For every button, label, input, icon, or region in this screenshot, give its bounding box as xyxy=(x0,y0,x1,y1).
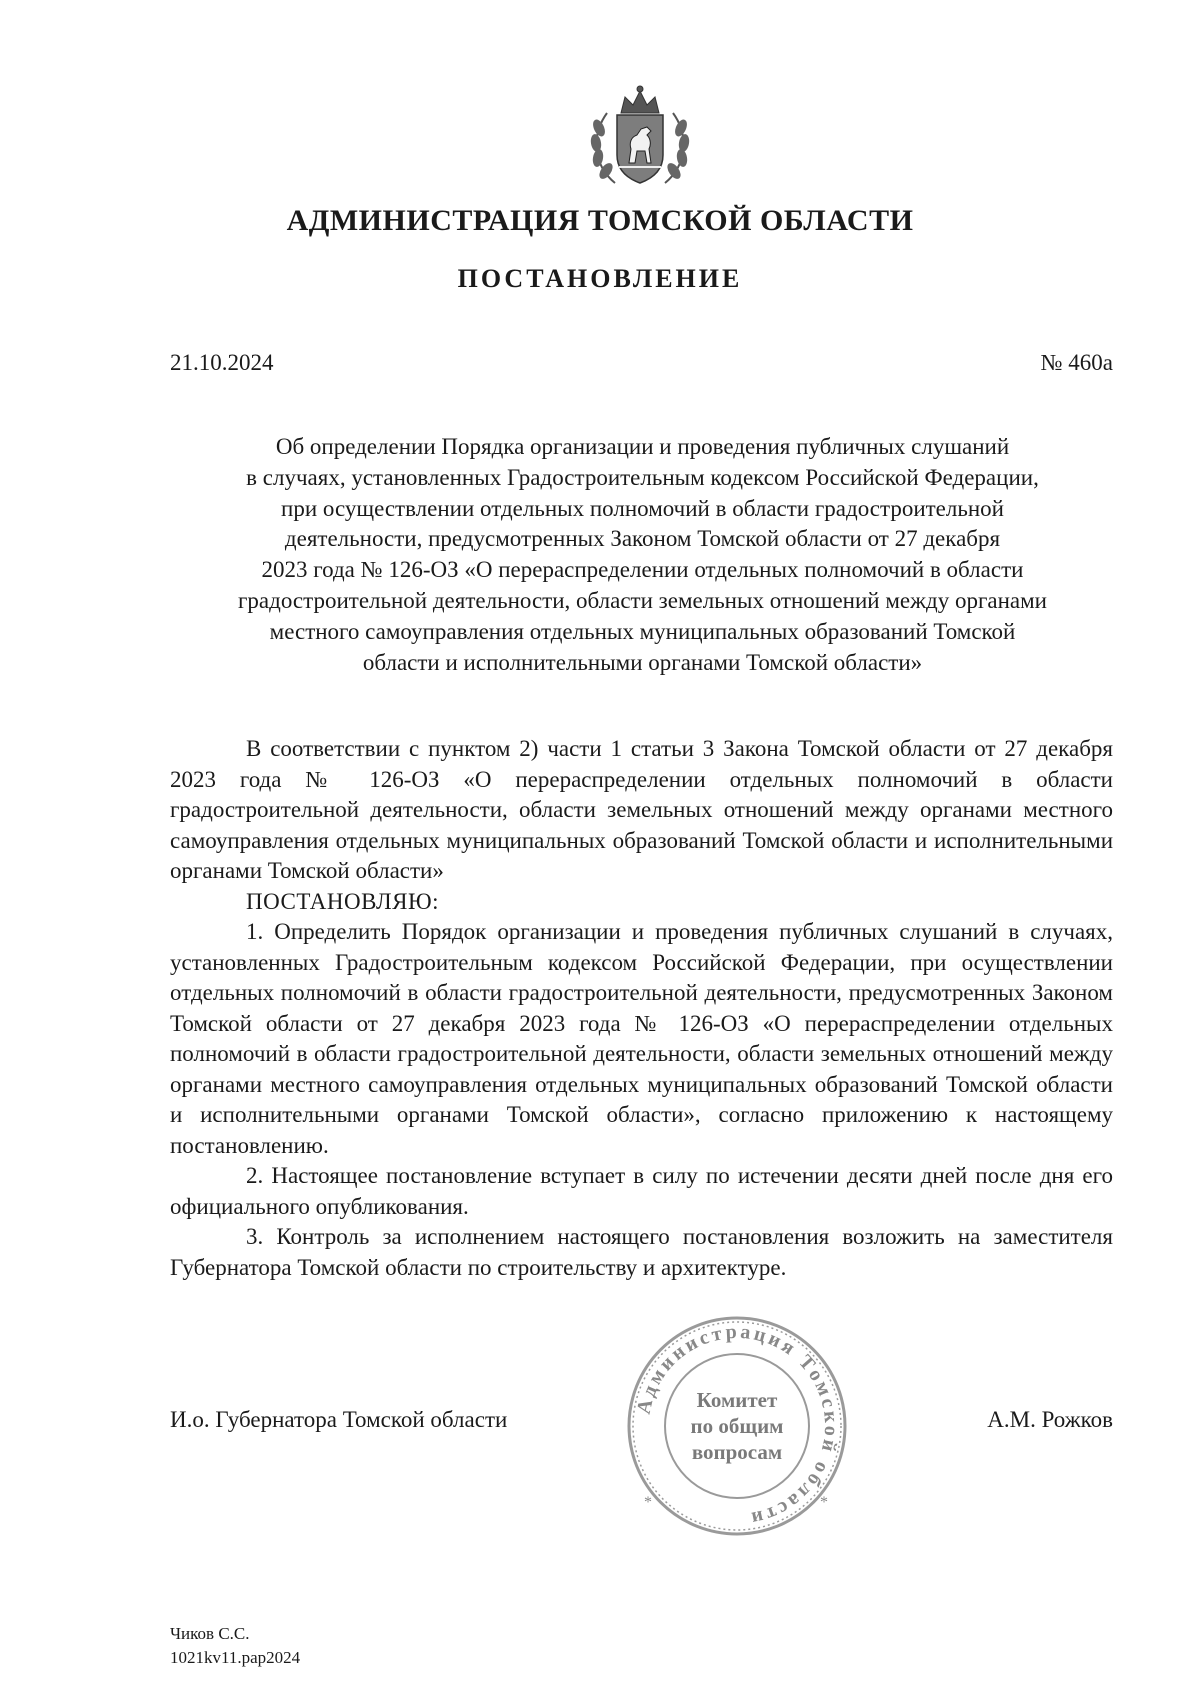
signatory-role: И.о. Губернатора Томской области xyxy=(170,1407,508,1432)
clause-paragraph: 1. Определить Порядок организации и проведения публичных слушаний в случаях, установленных Градостроительным кодексом Российской Федерации, при осуществлении отдельных полномочий в области градостроительной деятельности, предусмотренных Законом Томской области от 27 декабря 2023 года № 126-ОЗ «О перераспределении отдельных полномочий в области градостроительной деятельности, области земельных отношений между органами местного самоуправления отдельных муниципальных образований Томской области и исполнительными органами Томской области», согласно приложению к настоящему постановлению. xyxy=(170,919,1113,1158)
stamp-ring-text: Администрация Томской области xyxy=(632,1320,843,1531)
clause-paragraph: 2. Настоящее постановление вступает в силу по истечении десяти дней после дня его официального опубликования. xyxy=(170,1163,1113,1219)
clause-paragraph: 3. Контроль за исполнением настоящего постановления возложить на заместителя Губернатора Томской области по строительству и архитектуре. xyxy=(170,1224,1113,1280)
svg-text:*: * xyxy=(644,1494,652,1511)
title-line: местного самоуправления отдельных муниципальных образований Томской xyxy=(269,618,1016,644)
title-line: 2023 года № 126-ОЗ «О перераспределении отдельных полномочий в области xyxy=(261,557,1024,583)
title-line: Об определении Порядка организации и проведения публичных слушаний xyxy=(275,434,1010,459)
stamp-line: вопросам xyxy=(691,1440,783,1464)
stamp-line: по общим xyxy=(690,1414,784,1438)
executor-name: Чиков С.С. xyxy=(170,1624,250,1643)
file-code: 1021kv11.pap2024 xyxy=(170,1648,301,1667)
document-title xyxy=(170,432,1115,678)
executor-block xyxy=(170,1622,300,1670)
stamp-line: Комитет xyxy=(696,1388,778,1412)
organization-name: АДМИНИСТРАЦИЯ ТОМСКОЙ ОБЛАСТИ xyxy=(286,204,914,237)
tomsk-region-coat-of-arms-icon xyxy=(585,83,695,193)
title-line: области и исполнительными органами Томской области» xyxy=(362,649,923,675)
signatory-name: А.М. Рожков xyxy=(987,1407,1113,1432)
document-body xyxy=(170,734,1113,1283)
title-line: градостроительной деятельности, области земельных отношений между органами xyxy=(238,587,1047,613)
preamble-paragraph: В соответствии с пунктом 2) части 1 статьи 3 Закона Томской области от 27 декабря 2023 года № 126-ОЗ «О перераспределении отдельных полномочий в области градостроительной деятельности, области земельных отношений между органами местного самоуправления отдельных муниципальных образований Томской области и исполнительными органами Томской области» xyxy=(170,736,1113,883)
official-stamp xyxy=(622,1311,852,1541)
title-line: деятельности, предусмотренных Законом Томской области от 27 декабря xyxy=(284,526,1001,552)
stamp-center-text xyxy=(622,1387,852,1465)
document-type: ПОСТАНОВЛЕНИЕ xyxy=(457,264,743,293)
document-date: 21.10.2024 xyxy=(170,350,274,375)
svg-text:*: * xyxy=(820,1494,828,1511)
decree-word: ПОСТАНОВЛЯЮ: xyxy=(246,888,440,914)
title-line: при осуществлении отдельных полномочий в области градостроительной xyxy=(281,495,1004,521)
title-line: в случаях, установленных Градостроительным кодексом Российской Федерации, xyxy=(246,464,1039,490)
document-number: № 460а xyxy=(1040,350,1113,375)
